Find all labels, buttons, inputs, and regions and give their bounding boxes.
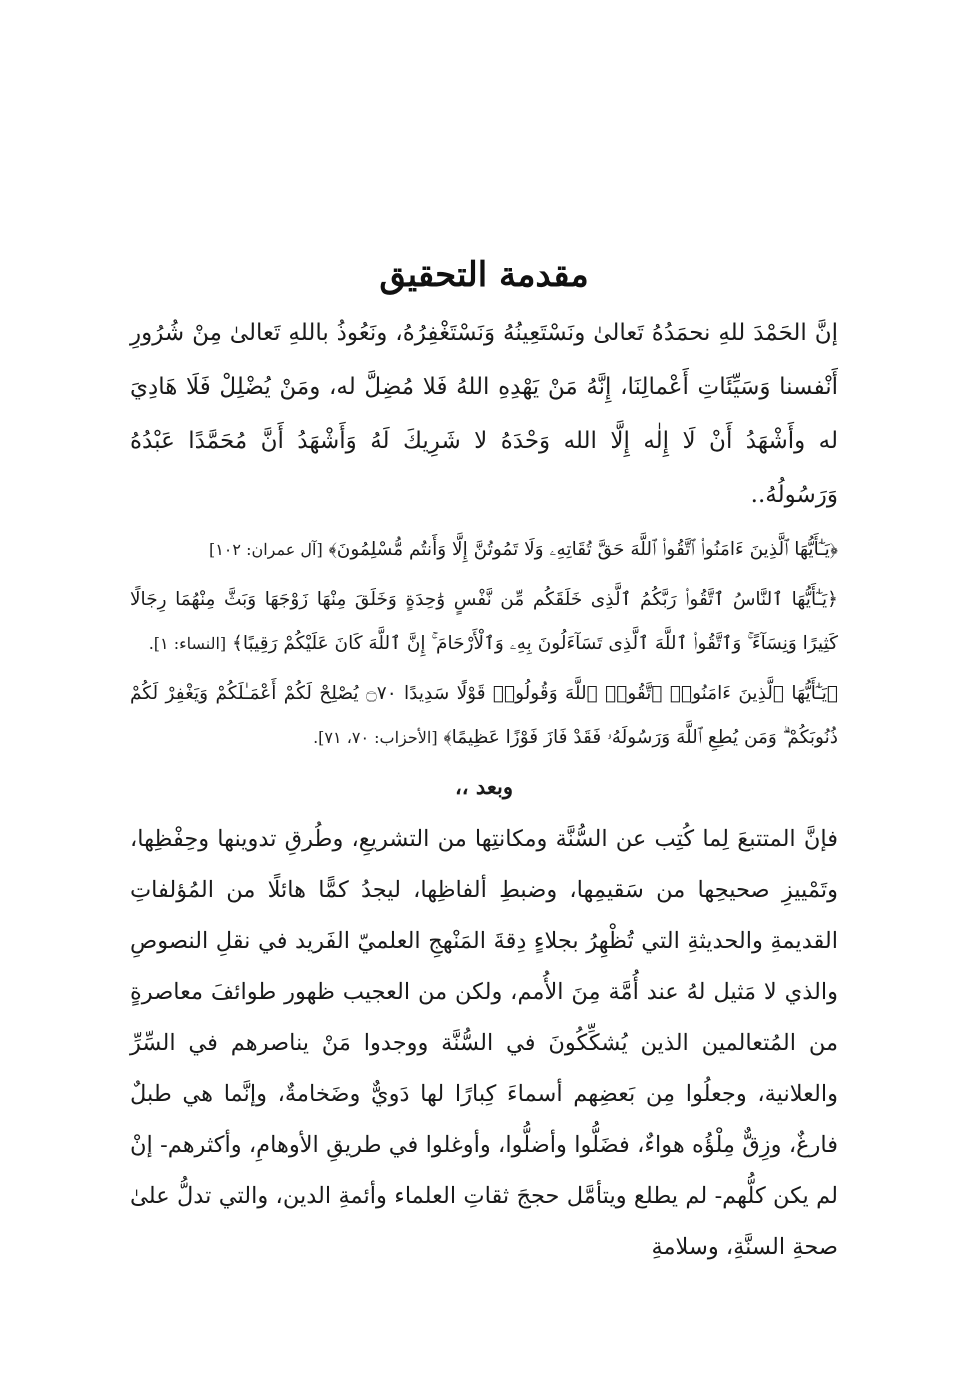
verse-3 bbox=[130, 672, 838, 760]
verse-1-reference: [آل عمران: ١٠٢] bbox=[208, 540, 323, 559]
verse-2 bbox=[130, 578, 838, 666]
intro-paragraph: إنَّ الحَمْدَ للهِ نحمَدُهُ تَعالىٰ ونَسْتَعِينُهُ وَنَسْتَغْفِرُهُ، ونَعُوذُ باللهِ تَعالىٰ مِنْ شُرُورِ أَنْفسنا وَسَيِّئَاتِ أَعْمالِنَا، إِنَّهُ مَنْ يَهْدِهِ اللهُ فَلا مُضِلَّ له، ومَنْ يُضْلِلْ فَلَا هَادِيَ له وأَشْهَدُ أَنْ لَا إِلٰه إِلَّا الله وَحْدَهُ لا شَرِيكَ لَهُ وَأَشْهَدُ أَنَّ مُحَمَّدًا عَبْدُهُ وَرَسُولُهُ.. bbox=[130, 320, 838, 508]
verse-2-text: يَـٰٓأَيُّهَا ٱلنَّاسُ ٱتَّقُوا۟ رَبَّكُمُ ٱلَّذِى خَلَقَكُم مِّن نَّفْسٍ وَٰحِدَةٍ وَخَلَقَ مِنْهَا زَوْجَهَا وَبَثَّ مِنْهُمَا رِجَالًا كَثِيرًا وَنِسَآءً ۚ وَٱتَّقُوا۟ ٱللَّهَ ٱلَّذِى تَسَآءَلُونَ بِهِۦ وَٱلْأَرْحَامَ ۚ إِنَّ ٱللَّهَ كَانَ عَلَيْكُمْ رَقِيبًا bbox=[130, 589, 838, 654]
verse-1-text: يَـٰٓأَيُّهَا ٱلَّذِينَ ءَامَنُوا۟ ٱتَّقُوا۟ ٱللَّهَ حَقَّ تُقَاتِهِۦ وَلَا تَمُوتُنَّ إِلَّا وَأَنتُم مُّسْلِمُونَ bbox=[336, 539, 830, 560]
verse-1-open-bracket: ﴿ bbox=[829, 539, 838, 560]
verse-3-close-bracket: ﴾ bbox=[443, 727, 452, 748]
verse-2-reference: [النساء: ١]. bbox=[148, 634, 227, 653]
verse-3-open-bracket: ﴿ bbox=[826, 683, 839, 704]
verse-1-close-bracket: ﴾ bbox=[328, 539, 337, 560]
verse-3-reference: [الأحزاب: ٧٠، ٧١]. bbox=[313, 728, 438, 747]
verse-1 bbox=[130, 528, 838, 572]
verse-2-close-bracket: ﴾ bbox=[232, 633, 243, 654]
verse-3-text: يَـٰٓأَيُّهَا ٱلَّذِينَ ءَامَنُوا۟ ٱتَّقُوا۟ ٱللَّهَ وَقُولُوا۟ قَوْلًا سَدِيدًا ۝٧٠ يُصْلِحْ لَكُمْ أَعْمَـٰلَكُمْ وَيَغْفِرْ لَكُمْ ذُنُوبَكُمْ ۗ وَمَن يُطِعِ ٱللَّهَ وَرَسُولَهُۥ فَقَدْ فَازَ فَوْزًا عَظِيمًا bbox=[130, 683, 838, 748]
page-content bbox=[130, 250, 838, 1273]
verse-2-open-bracket: ﴿ bbox=[827, 589, 838, 610]
section-transition-heading: وبعد ،، bbox=[454, 774, 513, 799]
body-paragraph: فإنَّ المتتبعَ لِما كُتِب عن السُّنَّة ومكانتِها من التشريعِ، وطُرقِ تدوينها وحِفْظِها، وتَمْييزِ صحيحِها من سَقيمِها، وضبطِ ألفاظِها، ليجدُ كمًّا هائلًا من المُؤلفاتِ القديمةِ والحديثةِ التي تُظْهِرُ بجلاءٍ دِقةَ المَنْهجِ العلميّ الفَريد في نقلِ النصوصِ والذي لا مَثيل لهُ عند أُمَّة مِنَ الأُمم، ولكن من العجيب ظهور طوائفَ معاصرةٍ من المُتعالمين الذين يُشكِّكُونَ في السُّنَّة ووجدوا مَنْ يناصرهم في السِّرِّ والعلانية، وجعلُوا مِن بَعضِهم أسماءَ كِبارًا لها دَويٌّ وضَخامةٌ، وإنَّما هي طبلٌ فارغٌ، وزِقٌّ مِلْؤُه هواءٌ، فضَلُّوا وأضلُّوا، وأوغلوا في طريقِ الأوهامِ، وأكثرهم- إنْ لم يكن كلُّهم- لم يطلع ويتأمَّل حججَ ثقاتِ العلماء وأئمةِ الدين، والتي تدلُّ علىٰ صحةِ السنَّةِ، وسلامةِ bbox=[130, 826, 838, 1260]
page-title: مقدمة التحقيق bbox=[379, 255, 589, 295]
